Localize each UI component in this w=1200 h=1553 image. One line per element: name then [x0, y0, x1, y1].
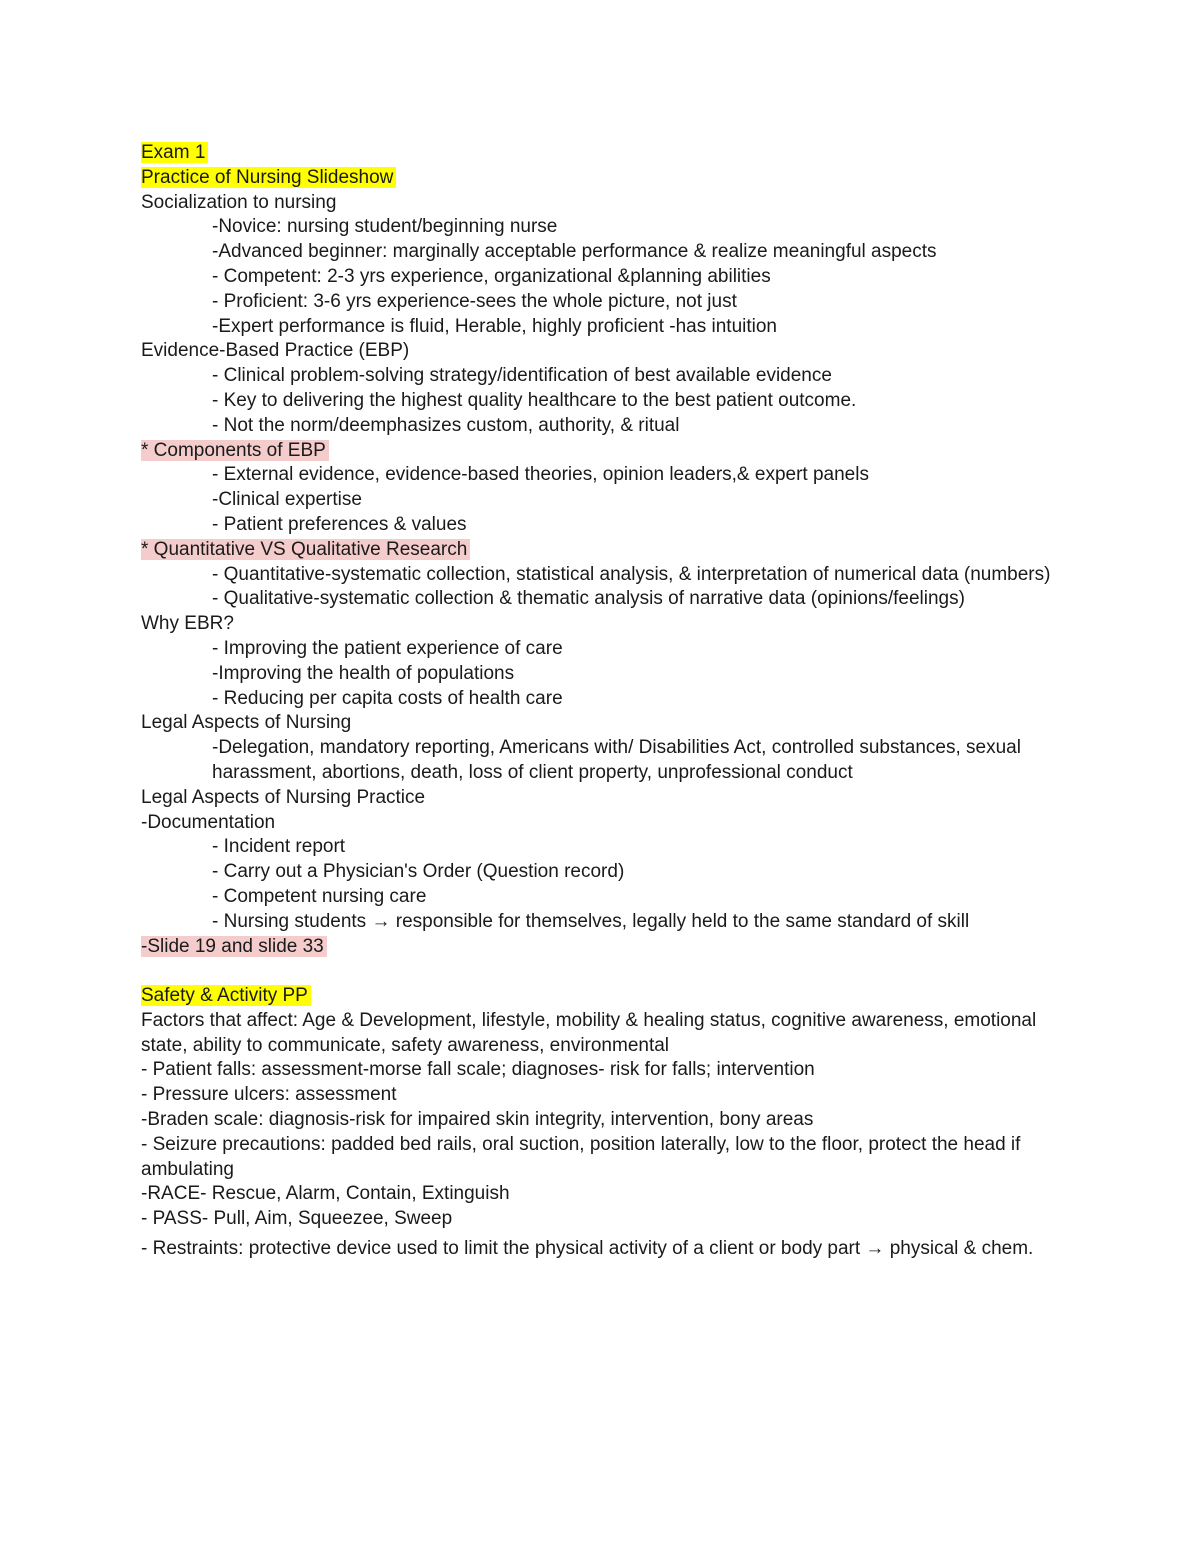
- bullet-item: - Clinical problem-solving strategy/identification of best available evidence: [212, 365, 832, 387]
- bullet-item: - Quantitative-systematic collection, statistical analysis, & interpretation of numerical data (numbers): [212, 563, 1051, 585]
- bullet-item: - Key to delivering the highest quality healthcare to the best patient outcome.: [212, 389, 857, 411]
- document-body: [141, 141, 1071, 1263]
- section-subtitle: -Documentation: [141, 811, 276, 833]
- bullet-item: - Proficient: 3-6 yrs experience-sees the whole picture, not just: [212, 290, 737, 312]
- bullet-item: - External evidence, evidence-based theories, opinion leaders,& expert panels: [212, 464, 869, 486]
- bullet-item: - Carry out a Physician's Order (Question record): [212, 861, 625, 883]
- bullet-item: - Reducing per capita costs of health care: [212, 687, 563, 709]
- bullet-item: -Delegation, mandatory reporting, Americans with/ Disabilities Act, controlled substances, sexual harassment, abortions, death, loss of client property, unprofessional conduct: [212, 737, 1021, 783]
- bullet-item: - Nursing students → responsible for themselves, legally held to the same standard of skill: [212, 910, 970, 932]
- bullet-item: - Competent: 2-3 yrs experience, organizational &planning abilities: [212, 265, 771, 287]
- line: [141, 984, 1071, 1009]
- highlighted-heading: * Quantitative VS Qualitative Research: [141, 539, 470, 560]
- bullet-item: - Qualitative-systematic collection & thematic analysis of narrative data (opinions/feelings): [212, 588, 965, 610]
- section-title: Evidence-Based Practice (EBP): [141, 340, 410, 362]
- bullet-item: - Competent nursing care: [212, 885, 427, 907]
- line: [141, 166, 1071, 191]
- line: [141, 538, 1071, 563]
- bullet-item: -Improving the health of populations: [212, 662, 515, 684]
- line: [141, 141, 1071, 166]
- bullet-item: - Improving the patient experience of care: [212, 637, 563, 659]
- bullet-item: - Patient preferences & values: [212, 513, 467, 535]
- section-title: Legal Aspects of Nursing: [141, 712, 352, 734]
- bullet-item: -Advanced beginner: marginally acceptable performance & realize meaningful aspects: [212, 241, 937, 263]
- section-title: Why EBR?: [141, 613, 234, 635]
- list-item: -RACE- Rescue, Alarm, Contain, Extinguish: [141, 1183, 510, 1205]
- heading-practice-of-nursing: Practice of Nursing Slideshow: [141, 167, 396, 188]
- bullet-item: -Clinical expertise: [212, 489, 362, 511]
- list-item: - Patient falls: assessment-morse fall scale; diagnoses- risk for falls; intervention: [141, 1059, 815, 1081]
- list-item: - Restraints: protective device used to limit the physical activity of a client or body part → physical & chem.: [141, 1238, 1034, 1260]
- bullet-item: -Novice: nursing student/beginning nurse: [212, 216, 558, 238]
- list-item: -Braden scale: diagnosis-risk for impaired skin integrity, intervention, bony areas: [141, 1109, 814, 1131]
- blank-line: [141, 959, 1071, 984]
- heading-exam: Exam 1: [141, 142, 208, 163]
- bullet-item: - Not the norm/deemphasizes custom, authority, & ritual: [212, 414, 680, 436]
- line: [141, 935, 1071, 960]
- list-item: - Pressure ulcers: assessment: [141, 1084, 397, 1106]
- section-title: Socialization to nursing: [141, 191, 337, 213]
- bullet-item: - Incident report: [212, 836, 346, 858]
- highlighted-heading: * Components of EBP: [141, 440, 329, 461]
- paragraph: Factors that affect: Age & Development, lifestyle, mobility & healing status, cognitive awareness, emotional state, ability to communicate, safety awareness, environmental: [141, 1009, 1037, 1056]
- list-item: - PASS- Pull, Aim, Squeezee, Sweep: [141, 1208, 453, 1230]
- bullet-item: -Expert performance is fluid, Herable, highly proficient -has intuition: [212, 315, 777, 337]
- heading-safety-activity: Safety & Activity PP: [141, 985, 311, 1006]
- list-item: - Seizure precautions: padded bed rails, oral suction, position laterally, low to the floor, protect the head if ambulating: [141, 1133, 1021, 1180]
- line: [141, 439, 1071, 464]
- section-title: Legal Aspects of Nursing Practice: [141, 786, 426, 808]
- highlighted-note: -Slide 19 and slide 33: [141, 936, 327, 957]
